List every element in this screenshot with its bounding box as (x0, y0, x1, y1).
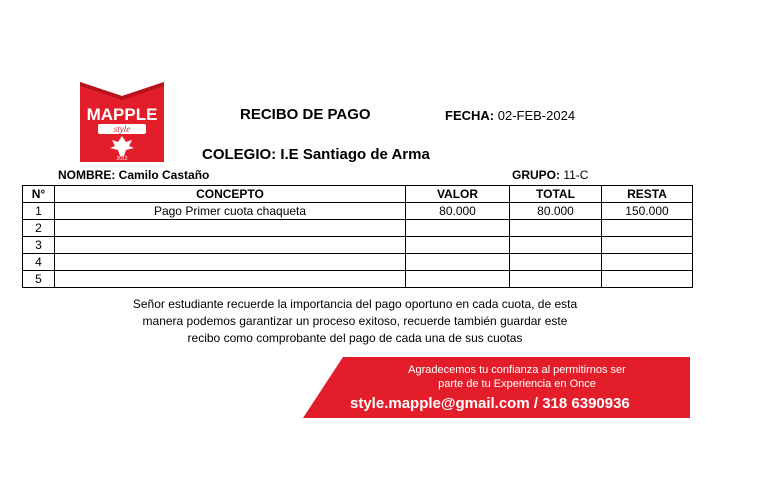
table-header-row (23, 186, 693, 203)
cell-valor (406, 237, 510, 254)
cell-valor: 80.000 (406, 203, 510, 220)
cell-concepto (55, 271, 406, 288)
date-label: FECHA: (445, 108, 495, 123)
column-header-number: N° (23, 186, 55, 203)
cell-concepto (55, 254, 406, 271)
group-field (512, 168, 588, 182)
table-row (23, 271, 693, 288)
cell-concepto (55, 220, 406, 237)
cell-resta (602, 220, 693, 237)
cell-total (510, 237, 602, 254)
cell-total: 80.000 (510, 203, 602, 220)
column-header-concepto: CONCEPTO (55, 186, 406, 203)
payment-table (22, 185, 693, 288)
note-line-2: manera podemos garantizar un proceso exitoso, recuerde también guardar este (142, 314, 568, 328)
mapple-logo (78, 78, 166, 162)
cell-resta (602, 237, 693, 254)
banner-thanks-line-2: parte de tu Experiencia en Once (438, 378, 596, 390)
school-name: COLEGIO: I.E Santiago de Arma (202, 146, 430, 163)
cell-resta (602, 271, 693, 288)
column-header-resta: RESTA (602, 186, 693, 203)
cell-number: 1 (23, 203, 55, 220)
banner-contact: style.mapple@gmail.com / 318 6390936 (350, 395, 630, 412)
cell-valor (406, 220, 510, 237)
date-value: 02-FEB-2024 (497, 108, 576, 123)
receipt-title: RECIBO DE PAGO (240, 106, 371, 123)
cell-total (510, 254, 602, 271)
payment-reminder-note (100, 296, 610, 347)
cell-number: 5 (23, 271, 55, 288)
cell-total (510, 271, 602, 288)
name-value: Camilo Castaño (118, 168, 210, 182)
note-line-1: Señor estudiante recuerde la importancia del pago oportuno en cada cuota, de esta (132, 297, 578, 311)
cell-total (510, 220, 602, 237)
group-value: 11-C (563, 168, 589, 182)
student-name-field (58, 168, 209, 182)
note-line-3: recibo como comprobante del pago de cada una de sus cuotas (187, 331, 523, 345)
cell-number: 4 (23, 254, 55, 271)
cell-resta (602, 254, 693, 271)
group-label: GRUPO: (512, 168, 560, 182)
logo-brand: MAPPLE (86, 105, 158, 124)
date-field (445, 108, 575, 123)
table-row (23, 203, 693, 220)
banner-thanks-line-1: Agradecemos tu confianza al permitirnos ser (408, 364, 626, 376)
cell-number: 3 (23, 237, 55, 254)
cell-number: 2 (23, 220, 55, 237)
table-row (23, 220, 693, 237)
logo-sub: style (113, 124, 131, 134)
column-header-valor: VALOR (406, 186, 510, 203)
logo-year: 2012 (116, 156, 128, 162)
cell-resta: 150.000 (602, 203, 693, 220)
cell-concepto: Pago Primer cuota chaqueta (55, 203, 406, 220)
name-label: NOMBRE: (58, 168, 116, 182)
table-row (23, 237, 693, 254)
column-header-total: TOTAL (510, 186, 602, 203)
table-row (23, 254, 693, 271)
cell-valor (406, 254, 510, 271)
cell-concepto (55, 237, 406, 254)
cell-valor (406, 271, 510, 288)
